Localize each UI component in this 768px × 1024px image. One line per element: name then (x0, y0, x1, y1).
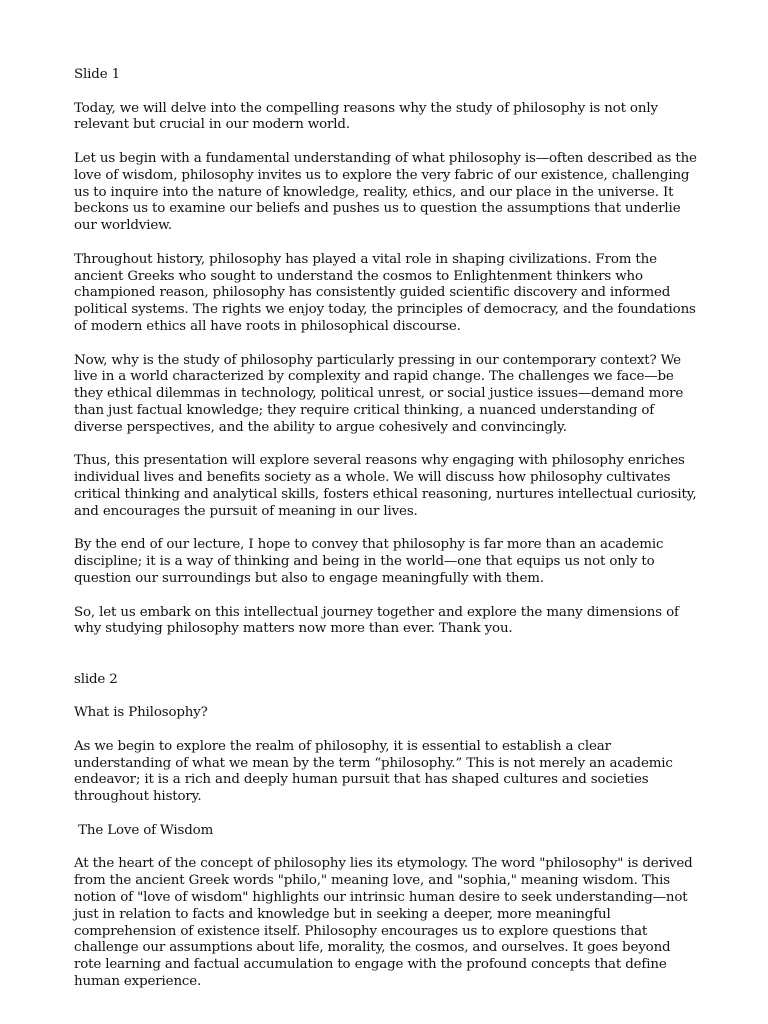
slide-1-paragraph-3: Throughout history, philosophy has played a vital role in shaping civilizations. From the ancient Greeks who sought to understand the cosmos to Enlightenment thinkers who championed reason, philosophy has consistently guided scientific discovery and informed political systems. The rights we enjoy today, the principles of democracy, and the foundations of modern ethics all have roots in philosophical discourse. (74, 251, 696, 334)
slide-1-heading: Slide 1 (74, 67, 120, 82)
slide-1-paragraph-7: So, let us embark on this intellectual journey together and explore the many dimensions of why studying philosophy matters now more than ever. Thank you. (74, 604, 679, 637)
slide-2-heading: slide 2 (74, 671, 118, 687)
slide-2-subheading: The Love of Wisdom (74, 822, 214, 838)
slide-2-intro: As we begin to explore the realm of philosophy, it is essential to establish a clear understanding of what we mean by the term “philosophy.” This is not merely an academic endeavor; it is a rich and deeply human pursuit that has shaped cultures and societies throughout history. (74, 738, 673, 805)
blank-line (74, 655, 698, 672)
slide-1-paragraph-6: By the end of our lecture, I hope to convey that philosophy is far more than an academic discipline; it is a way of thinking and being in the world—one that equips us not only to question our surroundings but also to engage meaningfully with them. (74, 537, 664, 586)
slide-1-paragraph-1: Today, we will delve into the compelling reasons why the study of philosophy is not only relevant but crucial in our modern world. (74, 100, 658, 133)
slide-1-paragraph-2: Let us begin with a fundamental understanding of what philosophy is—often described as the love of wisdom, philosophy invites us to explore the very fabric of our existence, challenging us to inquire into the nature of knowledge, reality, ethics, and our place in the universe. It beckons us to examine our beliefs and pushes us to question the assumptions that underlie our worldview. (74, 150, 697, 234)
slide-1-paragraph-4: Now, why is the study of philosophy particularly pressing in our contemporary context? We live in a world characterized by complexity and rapid change. The challenges we face—be they ethical dilemmas in technology, political unrest, or social justice issues—demand more than just factual knowledge; they require critical thinking, a nuanced understanding of diverse perspectives, and the ability to argue cohesively and convincingly. (74, 352, 684, 435)
slide-1-paragraph-5: Thus, this presentation will explore several reasons why engaging with philosophy enriches individual lives and benefits society as a whole. We will discuss how philosophy cultivates critical thinking and analytical skills, fosters ethical reasoning, nurtures intellectual curiosity, and encourages the pursuit of meaning in our lives. (74, 453, 697, 519)
slide-2-body: At the heart of the concept of philosophy lies its etymology. The word "philosophy" is derived from the ancient Greek words "philo," meaning love, and "sophia," meaning wisdom. This notion of "love of wisdom" highlights our intrinsic human desire to seek understanding—not just in relation to facts and knowledge but in seeking a deeper, more meaningful comprehension of existence itself. Philosophy encourages us to explore questions that challenge our assumptions about life, morality, the cosmos, and ourselves. It goes beyond rote learning and factual accumulation to engage with the profound concepts that define human experience. (74, 856, 693, 990)
slide-2-title: What is Philosophy? (74, 705, 208, 721)
